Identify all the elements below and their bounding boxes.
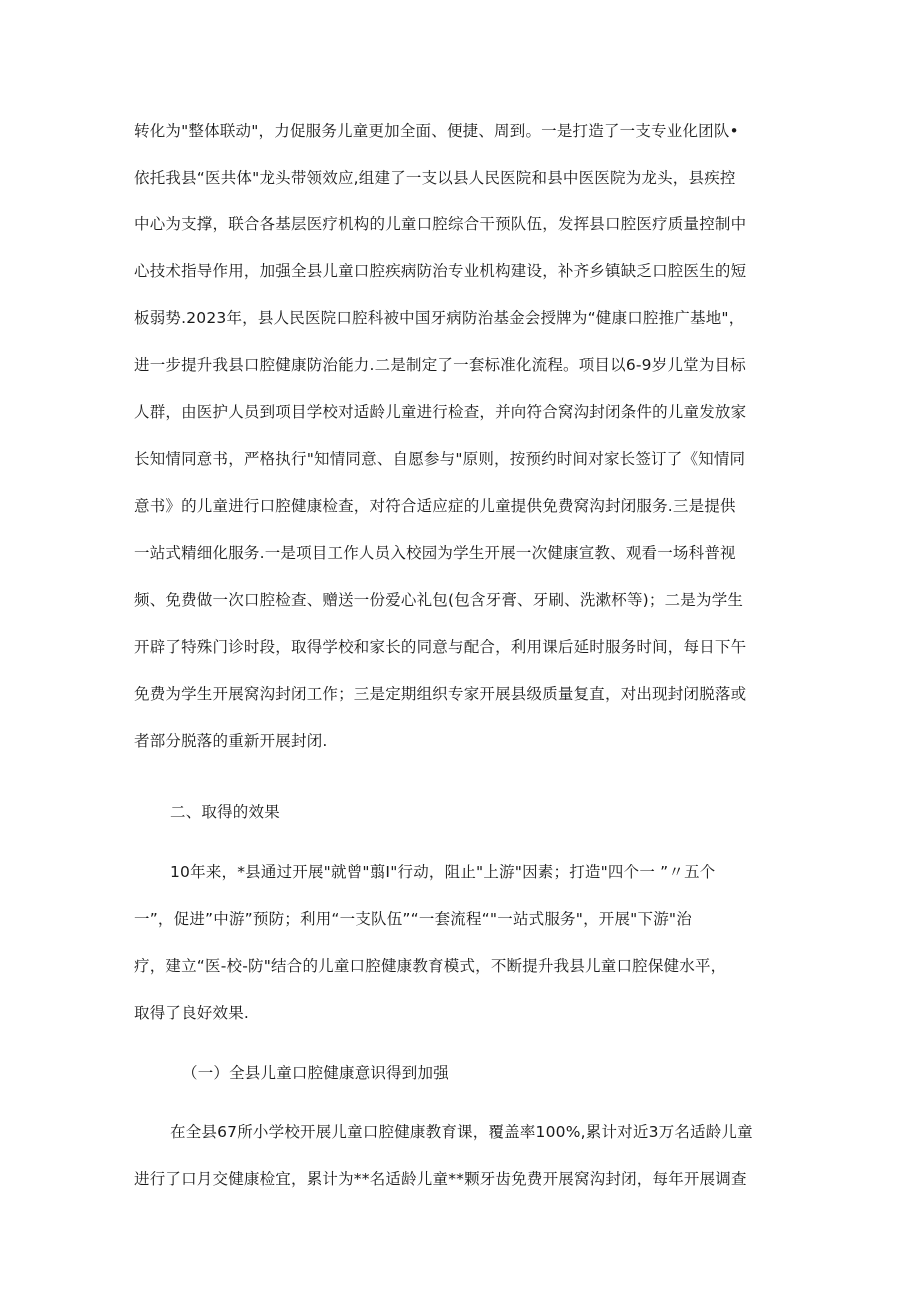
paragraph-line: 板弱势.2023年，县人民医院口腔科被中国牙病防治基金会授牌为“健康口腔推广基地"， — [134, 309, 745, 327]
paragraph-line: 长知情同意书，严格执行"知情同意、自愿参与"原则，按预约时间对家长签订了《知情同 — [134, 450, 746, 468]
paragraph-line: 心技术指导作用，加强全县儿童口腔疾病防治专业机构建设，补齐乡镇缺乏口腔医生的短 — [134, 262, 747, 280]
paragraph-line: 频、免费做一次口腔检查、赠送一份爱心礼包(包含牙膏、牙刷、洗漱杯等)；二是为学生 — [134, 591, 744, 609]
paragraph-line: 中心为支撑，联合各基层医疗机构的儿童口腔综合干预队伍，发挥县口腔医疗质量控制中 — [134, 215, 747, 233]
paragraph-line: 进一步提升我县口腔健康防治能力.二是制定了一套标准化流程。项目以6-9岁儿堂为目标 — [134, 356, 746, 374]
paragraph-line: 进行了口月交健康检宜，累计为**名适龄儿童**颗牙齿免费开展窝沟封闭，每年开展调查 — [134, 1170, 747, 1188]
subsection-heading: （一）全县儿童口腔健康意识得到加强 — [182, 1064, 449, 1082]
paragraph-line: 一站式精细化服务.一是项目工作人员入校园为学生开展一次健康宣教、观看一场科普视 — [134, 544, 736, 562]
paragraph-line: 人群，由医护人员到项目学校对适龄儿童进行检查，并向符合窝沟封闭条件的儿童发放家 — [134, 403, 747, 421]
paragraph-line: 意书》的儿童进行口腔健康检查，对符合适应症的儿童提供免费窝沟封闭服务.三是提供 — [134, 497, 736, 515]
paragraph-line: 在全县67所小学校开展儿童口腔健康教育课，覆盖率100%,累计对近3万名适龄儿童 — [170, 1123, 753, 1141]
paragraph-line: 者部分脱落的重新开展封闭. — [134, 732, 328, 750]
paragraph-line: 疗，建立“医-校-防"结合的儿童口腔健康教育模式，不断提升我县儿童口腔保健水平， — [134, 957, 727, 975]
paragraph-line: 10年来，*县通过开展"就曾"翦I"行动，阻止"上游"因素；打造"四个一 ”〃五个 — [170, 863, 716, 881]
paragraph-line: 免费为学生开展窝沟封闭工作；三是定期组织专家开展县级质量复直，对出现封闭脱落或 — [134, 685, 747, 703]
paragraph-line: 取得了良好效果. — [134, 1004, 250, 1022]
paragraph-line: 依托我县“医共体"龙头带领效应,组建了一支以县人民医院和县中医医院为龙头，县疾控 — [134, 169, 736, 187]
paragraph-line: 开辟了特殊门诊时段，取得学校和家长的同意与配合，利用课后延时服务时间，每日下午 — [134, 638, 747, 656]
section-heading: 二、取得的效果 — [170, 803, 280, 821]
paragraph-line: 一”，促进”中游”预防；利用“一支队伍”“一套流程“"一站式服务"，开展"下游"治 — [134, 910, 692, 928]
paragraph-line: 转化为"整体联动"，力促服务儿童更加全面、便捷、周到。一是打造了一支专业化团队• — [134, 122, 739, 140]
